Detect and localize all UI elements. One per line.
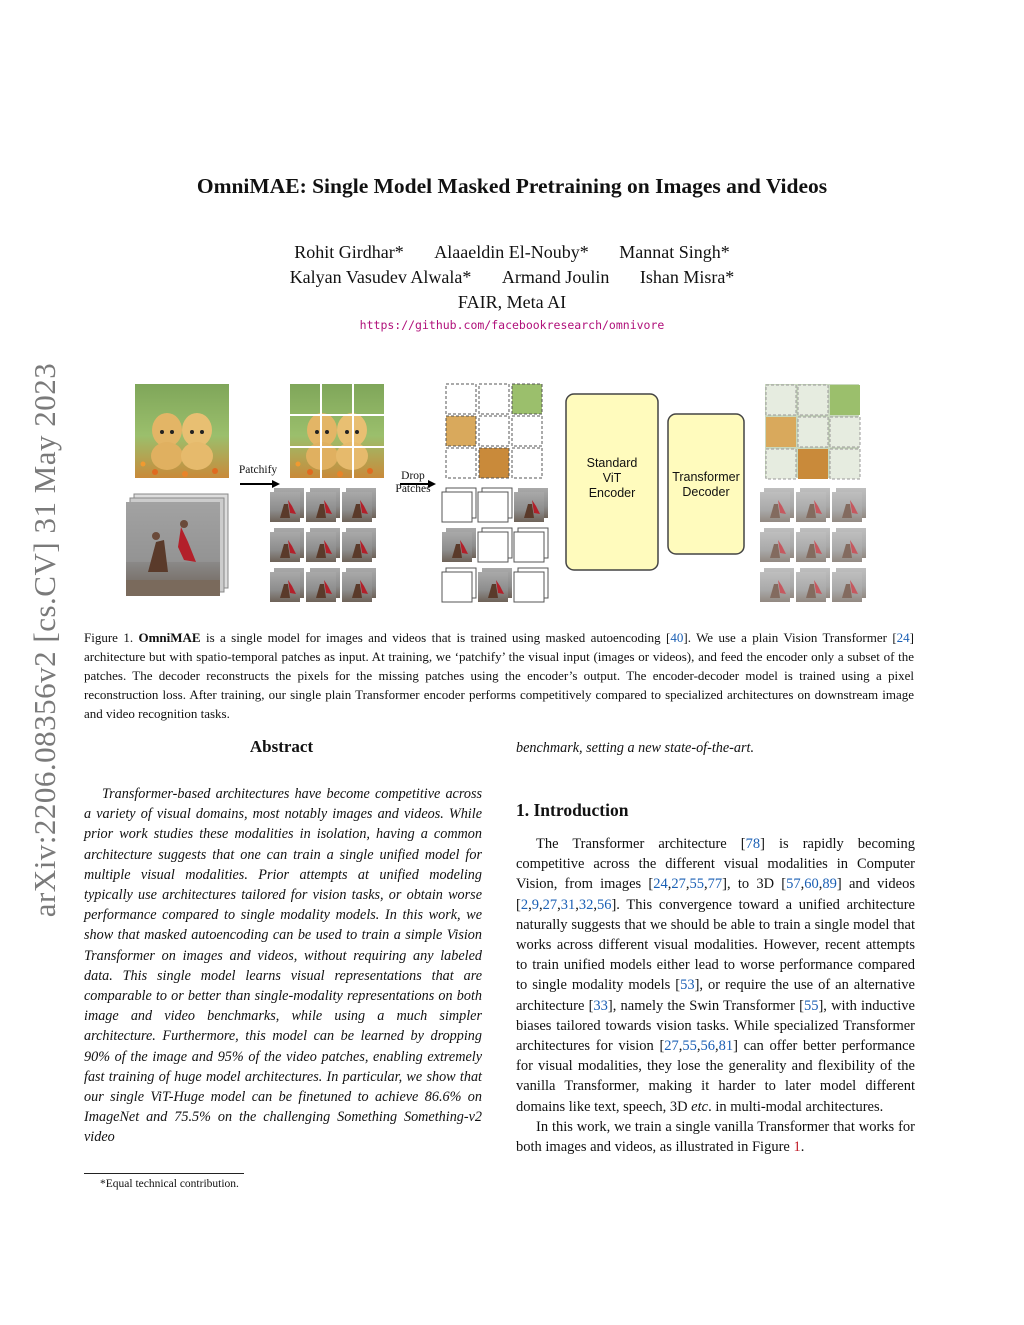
citation-link[interactable]: 9: [531, 896, 539, 913]
citation-link[interactable]: 27: [664, 1038, 679, 1055]
figure-1-caption: [84, 628, 914, 723]
figure-link[interactable]: 1: [793, 1139, 801, 1156]
paragraph-text: ,: [678, 1038, 683, 1055]
paragraph-text: ,: [667, 876, 672, 893]
citation-link[interactable]: 89: [822, 876, 837, 893]
paragraph-text: In this work, we train a single vanilla Transformer that works for both images and videos, as illustrated in Figure: [516, 1118, 915, 1156]
author: Kalyan Vasudev Alwala*: [289, 267, 472, 287]
citation-link[interactable]: 57: [786, 876, 801, 893]
caption-model-name: OmniMAE: [138, 630, 201, 645]
paragraph-text: .: [800, 1139, 805, 1156]
paragraph-text: ] is rapidly becoming competitive across the different visual modalities in Computer Vision, from images [: [516, 836, 915, 893]
author: Alaaeldin El-Nouby*: [434, 242, 589, 262]
paragraph-text: The Transformer architecture [: [536, 836, 746, 852]
paragraph-text: ,: [818, 876, 823, 893]
caption-text: is a single model for images and videos that is trained using masked autoencoding [: [205, 630, 671, 645]
arxiv-identifier: [18, 340, 72, 940]
citation-link[interactable]: 32: [578, 896, 594, 913]
citation-link[interactable]: 24: [896, 630, 910, 645]
author-row-1: [0, 240, 1024, 265]
paragraph-text: ,: [557, 896, 561, 913]
affiliation: FAIR, Meta AI: [457, 292, 567, 312]
vit-encoder-label: Standard ViT Encoder: [586, 456, 638, 500]
patchified-video: [270, 488, 376, 602]
citation-link[interactable]: 60: [804, 876, 819, 893]
drop-patches-label: Drop Patches: [395, 470, 431, 495]
citation-link[interactable]: 55: [682, 1038, 697, 1055]
paragraph-text: ,: [593, 896, 597, 913]
paragraph-text: ]. This convergence toward a unified architecture naturally suggests that we should be able to train a single model that works across different visual modalities. However, recent attempts to train unified models either lead to worse performance compared to single modality models [: [516, 896, 915, 994]
paragraph-text: ,: [715, 1038, 719, 1055]
citation-link[interactable]: 33: [593, 997, 608, 1014]
footnote-rule: [84, 1173, 244, 1174]
author: Armand Joulin: [501, 267, 610, 287]
citation-link[interactable]: 31: [560, 896, 576, 913]
citation-link[interactable]: 40: [670, 630, 684, 645]
citation-link[interactable]: 2: [520, 896, 529, 913]
paragraph-text: ,: [685, 876, 690, 893]
reconstructed-video: [756, 488, 870, 606]
citation-link[interactable]: 24: [653, 876, 668, 893]
paragraph-text: ,: [800, 876, 805, 893]
caption-label: Figure 1.: [84, 630, 134, 645]
paper-title: OmniMAE: Single Model Masked Pretraining on Images and Videos: [196, 174, 828, 198]
author: Ishan Misra*: [639, 267, 735, 287]
abstract-text: Transformer-based architectures have become competitive across a variety of visual domains, most notably images and videos. While prior work studies these modalities in isolation, having a common architecture suggests that one can train a single unified model for multiple visual modalities. Prior attempts at unified modeling typically use architectures tailored for vision tasks, or obtain worse performance compared to single modality models. In this work, we show that masked autoencoding can be used to train a simple Vision Transformer on images and videos, without requiring any labeled data. This single model learns visual representations that are comparable to or better than single-modality representations on both image and video benchmarks, while using a much simpler architecture. Furthermore, this model can be learned by dropping 90% of the image and 95% of the video patches, enabling extremely fast training of huge model architectures. In particular, we show that our single ViT-Huge model can be finetuned to achieve 86.6% on ImageNet and 75.5% on the challenging Something Something-v2 video: [84, 786, 482, 1146]
citation-link[interactable]: 27: [671, 876, 686, 893]
masked-image-patches: [446, 384, 542, 478]
citation-link[interactable]: 77: [707, 876, 723, 893]
author-block: [0, 240, 1024, 315]
figure-1-diagram: [110, 370, 900, 620]
caption-text: ]. We use a plain Vision Transformer [: [683, 630, 897, 645]
abstract-continuation: benchmark, setting a new state-of-the-art.: [516, 740, 754, 756]
citation-link[interactable]: 56: [596, 896, 612, 913]
author: Rohit Girdhar*: [294, 242, 404, 262]
paragraph-text: etc: [691, 1098, 709, 1115]
author-row-2: [0, 265, 1024, 290]
citation-link[interactable]: 56: [700, 1038, 716, 1055]
paragraph-text: ], with inductive biases tailored towards vision tasks. While specialized Transformer architectures for vision [: [516, 997, 915, 1055]
caption-text: ] architecture but with spatio-temporal patches as input. At training, we ‘patchify’ the visual input (images or videos), and feed the encoder only a subset of the patches. The decoder reconstructs the pixels for the missing patches using the encoder’s output. The encoder-decoder model is trained using a pixel reconstruction loss. After training, our single plain Transformer encoder performs competitively compared to specialized architectures on downstream image and video recognition tasks.: [84, 630, 915, 721]
transformer-decoder-label: Transformer Decoder: [672, 470, 740, 499]
paragraph-text: ,: [538, 896, 543, 913]
paragraph-text: ], to 3D [: [722, 876, 787, 893]
paragraph-text: ] and videos [: [516, 876, 915, 913]
citation-link[interactable]: 53: [680, 977, 695, 994]
citation-link[interactable]: 81: [718, 1038, 734, 1055]
citation-link[interactable]: 27: [542, 896, 558, 913]
abstract-heading: Abstract: [249, 737, 314, 756]
paragraph-text: ,: [528, 896, 532, 913]
author: Mannat Singh*: [619, 242, 730, 262]
input-image-dogs: [135, 384, 229, 478]
reconstructed-image: [765, 384, 860, 479]
citation-link[interactable]: 55: [689, 876, 704, 893]
input-video-dancer: [126, 494, 228, 596]
paragraph-text: ,: [704, 876, 708, 893]
introduction-paragraph-2: [516, 1117, 915, 1157]
paragraph-text: ], namely the Swin Transformer [: [607, 997, 804, 1014]
paragraph-text: . in multi-modal architectures.: [708, 1098, 884, 1115]
paragraph-text: ] can offer better performance for visual modalities, they lose the generality and flexibility of the vanilla Transformer, making it harder to later model different domains like text, speech, 3D: [516, 1038, 915, 1115]
patchify-label: Patchify: [238, 464, 278, 476]
citation-link[interactable]: 55: [803, 997, 819, 1014]
arxiv-identifier-text: arXiv:2206.08356v2 [cs.CV] 31 May 2023: [27, 362, 62, 918]
footnote: *Equal technical contribution.: [100, 1178, 239, 1190]
patchified-image: [290, 384, 384, 478]
github-link[interactable]: https://github.com/facebookresearch/omnivore: [359, 318, 665, 332]
introduction-heading: 1. Introduction: [516, 800, 629, 820]
paragraph-text: ], or require the use of an alternative architecture [: [516, 977, 915, 1014]
citation-link[interactable]: 78: [745, 836, 761, 852]
introduction-paragraph-1: [516, 834, 915, 1117]
paragraph-text: ,: [575, 896, 579, 913]
introduction-body: [516, 834, 915, 1157]
paragraph-text: ,: [696, 1038, 701, 1055]
masked-video-patches: [442, 488, 548, 602]
